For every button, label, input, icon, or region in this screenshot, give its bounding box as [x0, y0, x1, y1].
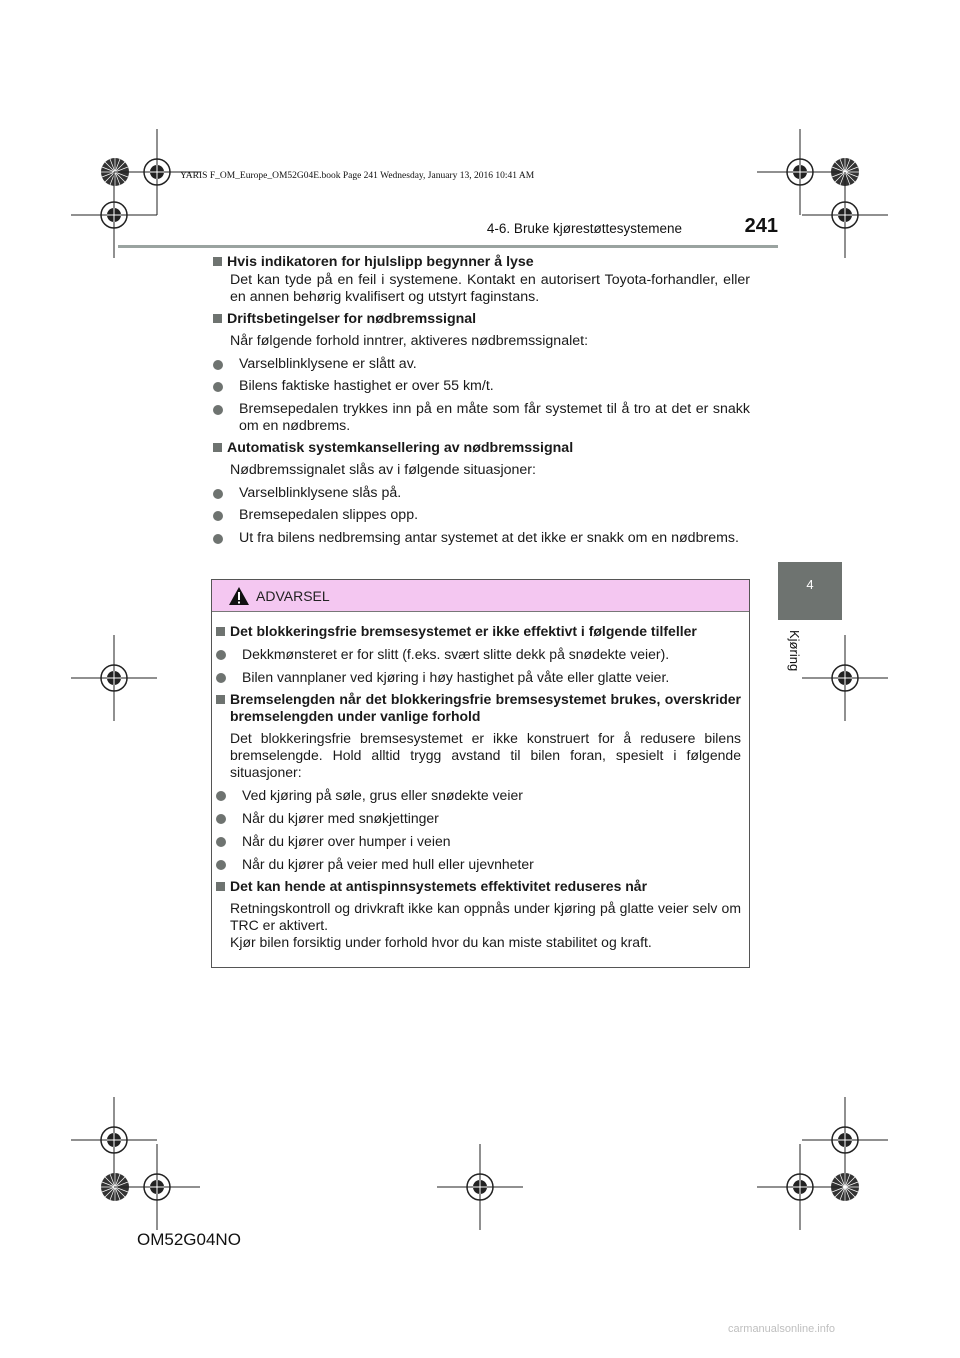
print-info-line: YARIS F_OM_Europe_OM52G04E.book Page 241 Wednesday, January 13, 2016 10:41 AM: [180, 171, 535, 181]
square-bullet-icon: [216, 695, 225, 704]
list-item: Ut fra bilens nedbremsing antar systemet at det ikke er snakk om en nødbrems.: [213, 530, 750, 548]
chapter-tab-label: Kjøring: [787, 630, 802, 672]
round-bullet-icon: [216, 814, 226, 824]
warning-header: [212, 580, 749, 612]
warning-title: ADVARSEL: [256, 588, 330, 604]
list-item: Bremsepedalen trykkes inn på en måte som får systemet til å tro at det er snakk om en nødbrems.: [213, 401, 750, 436]
square-bullet-icon: [213, 314, 222, 323]
round-bullet-icon: [216, 650, 226, 660]
warning-triangle-icon: [228, 586, 250, 606]
section-heading: Automatisk systemkansellering av nødbremssignal: [213, 440, 750, 458]
chapter-tab-number: 4: [806, 577, 814, 592]
round-bullet-icon: [213, 534, 223, 544]
main-content: [213, 254, 750, 547]
section-text: Nødbremssignalet slås av i følgende situasjoner:: [230, 462, 536, 478]
list-item: Bilens faktiske hastighet er over 55 km/t.: [213, 378, 750, 396]
page-number: 241: [744, 215, 778, 237]
round-bullet-icon: [216, 837, 226, 847]
round-bullet-icon: [216, 673, 226, 683]
round-bullet-icon: [213, 405, 223, 415]
list-item: Når du kjører over humper i veien: [216, 833, 741, 850]
list-item: Bilen vannplaner ved kjøring i høy hastighet på våte eller glatte veier.: [216, 669, 741, 686]
header-divider: [118, 245, 778, 248]
round-bullet-icon: [216, 791, 226, 801]
section-title: 4-6. Bruke kjørestøttesystemene: [486, 221, 682, 236]
warning-heading: Bremselengden når det blokkeringsfrie bremsesystemet brukes, overskrider bremselengden under vanlige forhold: [216, 691, 741, 725]
warning-text: Kjør bilen forsiktig under forhold hvor du kan miste stabilitet og kraft.: [230, 934, 652, 950]
warning-text: Retningskontroll og drivkraft ikke kan oppnås under kjøring på glatte veier selv om TRC er aktivert.: [230, 900, 741, 933]
list-item: Varselblinklysene slås på.: [213, 485, 750, 503]
list-item: Bremsepedalen slippes opp.: [213, 507, 750, 525]
watermark: carmanualsonline.info: [728, 1323, 836, 1335]
square-bullet-icon: [216, 882, 225, 891]
round-bullet-icon: [213, 489, 223, 499]
square-bullet-icon: [213, 257, 222, 266]
section-text: Det kan tyde på en feil i systemene. Kontakt en autorisert Toyota-forhandler, eller en annen behørig kvalifisert og utstyrt faginstans.: [230, 271, 750, 305]
round-bullet-icon: [213, 382, 223, 392]
square-bullet-icon: [216, 627, 225, 636]
warning-heading: Det kan hende at antispinnsystemets effektivitet reduseres når: [216, 878, 741, 895]
warning-heading: Det blokkeringsfrie bremsesystemet er ikke effektivt i følgende tilfeller: [216, 623, 741, 640]
list-item: Når du kjører med snøkjettinger: [216, 810, 741, 827]
warning-box: [211, 579, 750, 968]
warning-body: [216, 623, 741, 951]
warning-text: Det blokkeringsfrie bremsesystemet er ikke konstruert for å redusere bilens bremselengde. Hold alltid trygg avstand til bilen foran, spesielt i følgende situasjoner:: [230, 730, 741, 780]
square-bullet-icon: [213, 443, 222, 452]
round-bullet-icon: [213, 360, 223, 370]
list-item: Ved kjøring på søle, grus eller snødekte veier: [216, 787, 741, 804]
section-heading: Hvis indikatoren for hjulslipp begynner å lyse: [213, 254, 750, 272]
section-text: Når følgende forhold inntrer, aktiveres nødbremssignalet:: [230, 333, 589, 349]
round-bullet-icon: [213, 511, 223, 521]
document-code: OM52G04NO: [137, 1230, 241, 1249]
section-heading: Driftsbetingelser for nødbremssignal: [213, 311, 750, 329]
list-item: Dekkmønsteret er for slitt (f.eks. svært slitte dekk på snødekte veier).: [216, 646, 741, 663]
list-item: Varselblinklysene er slått av.: [213, 356, 750, 374]
round-bullet-icon: [216, 860, 226, 870]
list-item: Når du kjører på veier med hull eller ujevnheter: [216, 856, 741, 873]
